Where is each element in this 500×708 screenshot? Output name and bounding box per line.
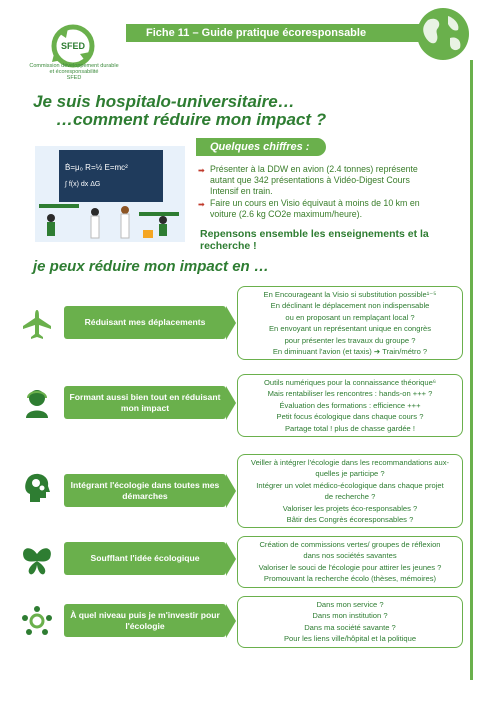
detail-line: En déclinant le déplacement non indispensable bbox=[270, 301, 430, 311]
org-line: et écoresponsabilité bbox=[49, 69, 99, 75]
main-title-line1: Je suis hospitalo-universitaire… bbox=[33, 92, 295, 111]
action-details bbox=[237, 536, 463, 588]
globe-icon bbox=[414, 6, 472, 62]
detail-line: ou en proposant un remplaçant local ? bbox=[285, 312, 415, 322]
pill-arrow bbox=[226, 306, 236, 340]
bullet-arrow-icon: ➡ bbox=[198, 200, 205, 209]
detail-line: Partage total ! plus de chasse gardée ! bbox=[284, 423, 416, 433]
action-pill: À quel niveau puis je m'investir pour l'écologie bbox=[64, 604, 226, 637]
detail-line: Outils numériques pour la connaissance théorique⁶ bbox=[264, 378, 436, 387]
action-pill: Réduisant mes déplacements bbox=[64, 306, 226, 339]
action-pill: Formant aussi bien tout en réduisant mon impact bbox=[64, 386, 226, 419]
pill-arrow bbox=[226, 474, 236, 508]
butterfly-icon bbox=[20, 544, 54, 578]
detail-line: Valoriser les projets éco-responsables ? bbox=[282, 503, 418, 513]
classroom-illustration bbox=[35, 146, 185, 242]
fiche-label: Fiche 11 – Guide pratique écoresponsable bbox=[126, 24, 432, 42]
stat-bullet bbox=[198, 198, 438, 220]
org-line: SFED bbox=[66, 75, 82, 81]
bullet-arrow-icon: ➡ bbox=[198, 166, 205, 175]
detail-line: dans nos sociétés savantes bbox=[303, 551, 397, 561]
detail-line: Pour les liens ville/hôpital et la politique bbox=[283, 634, 417, 644]
subtitle: je peux réduire mon impact en … bbox=[33, 258, 269, 275]
svg-text:∫ f(x) dx ΔG: ∫ f(x) dx ΔG bbox=[65, 181, 101, 188]
action-details bbox=[237, 374, 463, 437]
detail-line: pour présenter les travaux du groupe ? bbox=[284, 335, 416, 345]
detail-line: quelles je participe ? bbox=[315, 469, 385, 479]
stat-text: Présenter à la DDW en avion (2.4 tonnes) représente autant que 342 présentations à Vidéo-Digest Cours Intensif en train. bbox=[210, 164, 418, 196]
stat-text: Faire un cours en Visio équivaut à moins de 10 km en voiture (2.6 kg CO2e maximum/heure). bbox=[210, 198, 420, 219]
teacher-headset-icon bbox=[20, 386, 54, 420]
action-details bbox=[237, 596, 463, 648]
pill-arrow bbox=[226, 542, 236, 576]
action-details bbox=[237, 286, 463, 360]
detail-line: En diminuant l'avion (et taxis) ➔ Train/métro ? bbox=[272, 347, 428, 357]
people-circle-icon bbox=[20, 604, 54, 638]
quelques-chiffres-label: Quelques chiffres : bbox=[196, 138, 326, 156]
pill-arrow bbox=[226, 386, 236, 420]
detail-line: Dans mon service ? bbox=[316, 600, 384, 609]
detail-line: Valoriser le souci de l'écologie pour attirer les jeunes ? bbox=[258, 562, 442, 572]
pill-arrow bbox=[226, 604, 236, 638]
detail-line: En Encourageant la Visio si substitution possible¹⁻⁵ bbox=[263, 290, 437, 299]
action-pill: Soufflant l'idée écologique bbox=[64, 542, 226, 575]
detail-line: Dans mon institution ? bbox=[312, 611, 388, 621]
detail-line: Veiller à intégrer l'écologie dans les recommandations aux- bbox=[250, 458, 450, 467]
detail-line: Intégrer un volet médico-écologique dans chaque projet bbox=[256, 480, 444, 490]
action-details bbox=[237, 454, 463, 528]
head-gears-icon bbox=[20, 470, 54, 504]
detail-line: Dans ma société savante ? bbox=[304, 622, 396, 632]
detail-line: Bâtir des Congrès écoresponsables ? bbox=[286, 515, 414, 525]
detail-line: Petit focus écologique dans chaque cours ? bbox=[276, 412, 424, 422]
detail-line: Promouvant la recherche écolo (thèses, mémoires) bbox=[263, 574, 437, 584]
detail-line: de recherche ? bbox=[324, 492, 376, 502]
svg-text:Ḃ=μ₀ R=½ E=mc²: Ḃ=μ₀ R=½ E=mc² bbox=[65, 163, 128, 172]
logo-text: SFED bbox=[60, 41, 86, 51]
detail-line: Mais rentabiliser les rencontres : hands-on +++ ? bbox=[267, 389, 433, 399]
detail-line: Évaluation des formations : efficience +++ bbox=[279, 400, 421, 410]
action-pill: Intégrant l'écologie dans toutes mes démarches bbox=[64, 474, 226, 507]
repensons-text: Repensons ensemble les enseignements et la recherche ! bbox=[200, 228, 429, 252]
main-title-line2: …comment réduire mon impact ? bbox=[56, 110, 327, 129]
detail-line: En envoyant un représentant unique en congrès bbox=[268, 324, 432, 334]
org-line: Commission développement durable bbox=[29, 63, 119, 69]
org-name bbox=[20, 63, 128, 81]
detail-line: Création de commissions vertes/ groupes de réflexion bbox=[259, 540, 441, 549]
sfed-logo bbox=[48, 24, 98, 68]
airplane-icon bbox=[20, 308, 54, 342]
right-border-line bbox=[470, 60, 473, 680]
stat-bullet bbox=[198, 164, 438, 197]
